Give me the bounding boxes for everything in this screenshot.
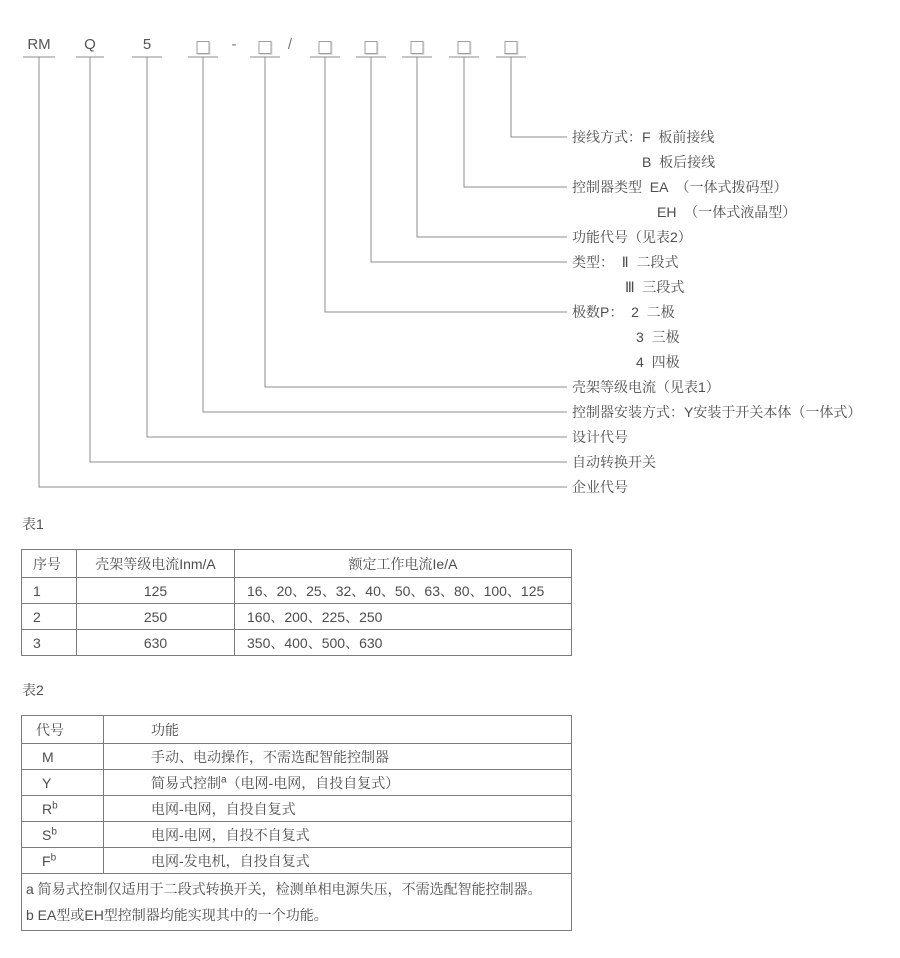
table1-section bbox=[21, 516, 572, 656]
code-box-3 bbox=[319, 41, 332, 54]
table2-r2-func: 简易式控制$^a$（电网-电网，自投自复式） bbox=[104, 770, 572, 796]
table2-header-row bbox=[22, 716, 572, 744]
elbow-connectors bbox=[39, 57, 567, 487]
label-wiring-method: 接线方式：F 板前接线 bbox=[572, 129, 715, 145]
table1-r3-frame: 630 bbox=[77, 630, 235, 656]
label-type: 类型： Ⅱ 二段式 bbox=[572, 254, 679, 270]
table-row bbox=[22, 796, 572, 822]
table2-r4-code: $S^b$ bbox=[22, 822, 104, 848]
table1 bbox=[21, 549, 572, 656]
label-poles: 极数P： 2 二极 bbox=[572, 304, 675, 320]
code-box-5 bbox=[411, 41, 424, 54]
table1-r2-index: 2 bbox=[22, 604, 77, 630]
code-box-6 bbox=[458, 41, 471, 54]
table1-r2-frame: 250 bbox=[77, 604, 235, 630]
label-design-code: 设计代号 bbox=[572, 429, 628, 445]
table2-section bbox=[21, 682, 572, 931]
table2-footnote-row bbox=[22, 874, 572, 931]
table1-r3-rated: 350、400、500、630 bbox=[235, 630, 572, 656]
table2-title: 表2 bbox=[22, 682, 44, 698]
table2-header-function: 功能 bbox=[104, 716, 572, 744]
label-controller-mounting: 控制器安装方式：Y安装于开关本体（一体式） bbox=[572, 404, 862, 420]
code-rm: RM bbox=[27, 36, 51, 53]
table-row bbox=[22, 604, 572, 630]
label-poles-3: 3 三极 bbox=[636, 329, 680, 345]
table2-r2-code: Y bbox=[22, 770, 104, 796]
table-row bbox=[22, 848, 572, 874]
label-frame-current: 壳架等级电流（见表1） bbox=[572, 379, 720, 395]
table1-r2-rated: 160、200、225、250 bbox=[235, 604, 572, 630]
label-type-iii: Ⅲ 三段式 bbox=[625, 279, 685, 295]
table1-r1-frame: 125 bbox=[77, 578, 235, 604]
code-box-4 bbox=[365, 41, 378, 54]
table-row bbox=[22, 744, 572, 770]
table1-r3-index: 3 bbox=[22, 630, 77, 656]
table2-r3-code: $R^b$ bbox=[22, 796, 104, 822]
table2-r1-func: 手动、电动操作，不需选配智能控制器 bbox=[104, 744, 572, 770]
table1-header-rated-current: 额定工作电流Ie/A bbox=[235, 550, 572, 578]
label-function-code: 功能代号（见表2） bbox=[572, 229, 692, 245]
code-dash: - bbox=[231, 36, 237, 53]
code-slash: / bbox=[287, 36, 293, 53]
footnote-a: a 简易式控制仅适用于二段式转换开关，检测单相电源失压，不需选配智能控制器。 bbox=[26, 881, 542, 897]
label-company-code: 企业代号 bbox=[572, 479, 628, 495]
table1-header-frame-current: 壳架等级电流Inm/A bbox=[77, 550, 235, 578]
table-row bbox=[22, 822, 572, 848]
table1-header-index: 序号 bbox=[22, 550, 77, 578]
label-poles-4: 4 四极 bbox=[636, 354, 680, 370]
table2-r5-code: $F^b$ bbox=[22, 848, 104, 874]
table1-r1-rated: 16、20、25、32、40、50、63、80、100、125 bbox=[235, 578, 572, 604]
table2-r1-code: M bbox=[22, 744, 104, 770]
code-5: 5 bbox=[142, 36, 152, 53]
table1-header-row bbox=[22, 550, 572, 578]
table2-header-code: 代号 bbox=[22, 716, 104, 744]
table2-footnotes bbox=[22, 874, 572, 931]
table-row bbox=[22, 770, 572, 796]
table2-r5-func: 电网-发电机，自投自复式 bbox=[104, 848, 572, 874]
table2-r3-func: 电网-电网，自投自复式 bbox=[104, 796, 572, 822]
label-switch-name: 自动转换开关 bbox=[572, 454, 656, 470]
label-wiring-method-b: B 板后接线 bbox=[642, 154, 716, 170]
label-controller-type-eh: EH （一体式液晶型） bbox=[657, 204, 797, 220]
code-box-2 bbox=[259, 41, 272, 54]
table-row bbox=[22, 630, 572, 656]
table-row bbox=[22, 578, 572, 604]
label-controller-type: 控制器类型 EA （一体式拨码型） bbox=[572, 179, 788, 195]
code-q: Q bbox=[84, 36, 96, 53]
table1-title: 表1 bbox=[22, 516, 44, 532]
table2-r4-func: 电网-电网，自投不自复式 bbox=[104, 822, 572, 848]
footnote-b: b EA型或EH型控制器均能实现其中的一个功能。 bbox=[26, 907, 328, 923]
code-box-7 bbox=[505, 41, 518, 54]
table1-r1-index: 1 bbox=[22, 578, 77, 604]
table2 bbox=[21, 715, 572, 931]
code-box-1 bbox=[197, 41, 210, 54]
